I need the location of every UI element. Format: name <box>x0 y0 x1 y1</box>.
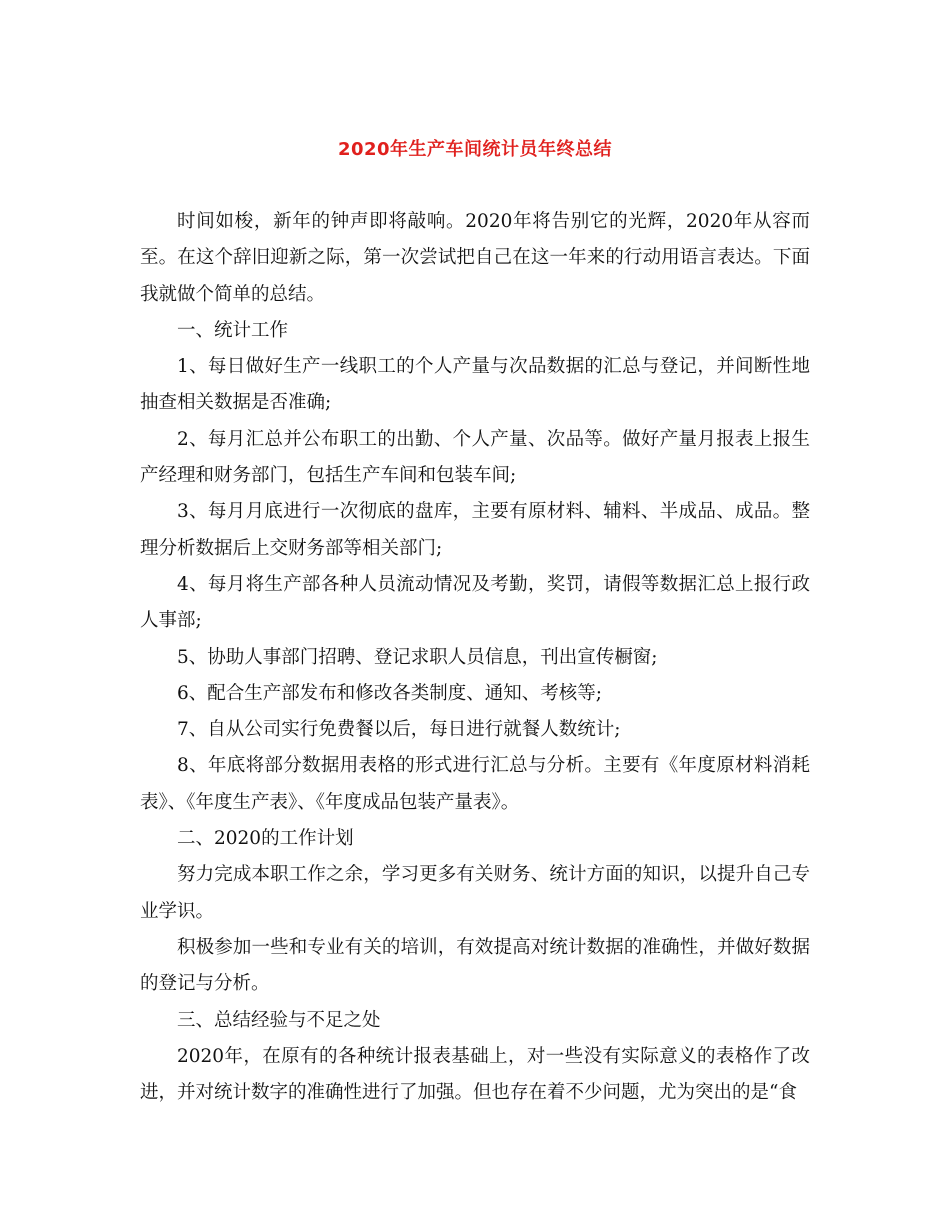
document-title: 2020年生产车间统计员年终总结 <box>337 139 613 160</box>
paragraph-plan-training: 积极参加一些和专业有关的培训，有效提高对统计数据的准确性，并做好数据的登记与分析。 <box>140 936 810 995</box>
paragraph-intro: 时间如梭，新年的钟声即将敲响。2020年将告别它的光辉，2020年从容而至。在这个辞旧迎新之际，第一次尝试把自己在这一年来的行动用语言表达。下面我就做个简单的总结。 <box>140 211 810 305</box>
paragraph-plan-study: 努力完成本职工作之余，学习更多有关财务、统计方面的知识，以提升自己专业学识。 <box>140 864 810 922</box>
list-item-3: 3、每月月底进行一次彻底的盘库，主要有原材料、辅料、半成品、成品。整理分析数据后上交财务部等相关部门; <box>140 501 810 559</box>
list-item-7: 7、自从公司实行免费餐以后，每日进行就餐人数统计; <box>177 719 621 741</box>
list-item-1: 1、每日做好生产一线职工的个人产量与次品数据的汇总与登记，并间断性地抽查相关数据是否准确; <box>140 356 810 414</box>
list-item-4: 4、每月将生产部各种人员流动情况及考勤，奖罚，请假等数据汇总上报行政人事部; <box>140 573 810 632</box>
list-item-2: 2、每月汇总并公布职工的出勤、个人产量、次品等。做好产量月报表上报生产经理和财务部门，包括生产车间和包装车间; <box>140 428 810 487</box>
document-body <box>140 204 810 1111</box>
list-item-8: 8、年底将部分数据用表格的形式进行汇总与分析。主要有《年度原材料消耗表》、《年度生产表》、《年度成品包装产量表》。 <box>140 755 810 813</box>
list-item-6: 6、配合生产部发布和修改各类制度、通知、考核等; <box>177 682 603 704</box>
section-heading-statistics-work: 一、统计工作 <box>177 319 289 341</box>
section-heading-work-plan: 二、2020的工作计划 <box>177 828 354 850</box>
section-heading-summary: 三、总结经验与不足之处 <box>177 1009 381 1031</box>
list-item-5: 5、协助人事部门招聘、登记求职人员信息，刊出宣传橱窗; <box>177 646 658 668</box>
paragraph-summary: 2020年，在原有的各种统计报表基础上，对一些没有实际意义的表格作了改进，并对统计数字的准确性进行了加强。但也存在着不少问题，尤为突出的是“食 <box>140 1045 810 1104</box>
